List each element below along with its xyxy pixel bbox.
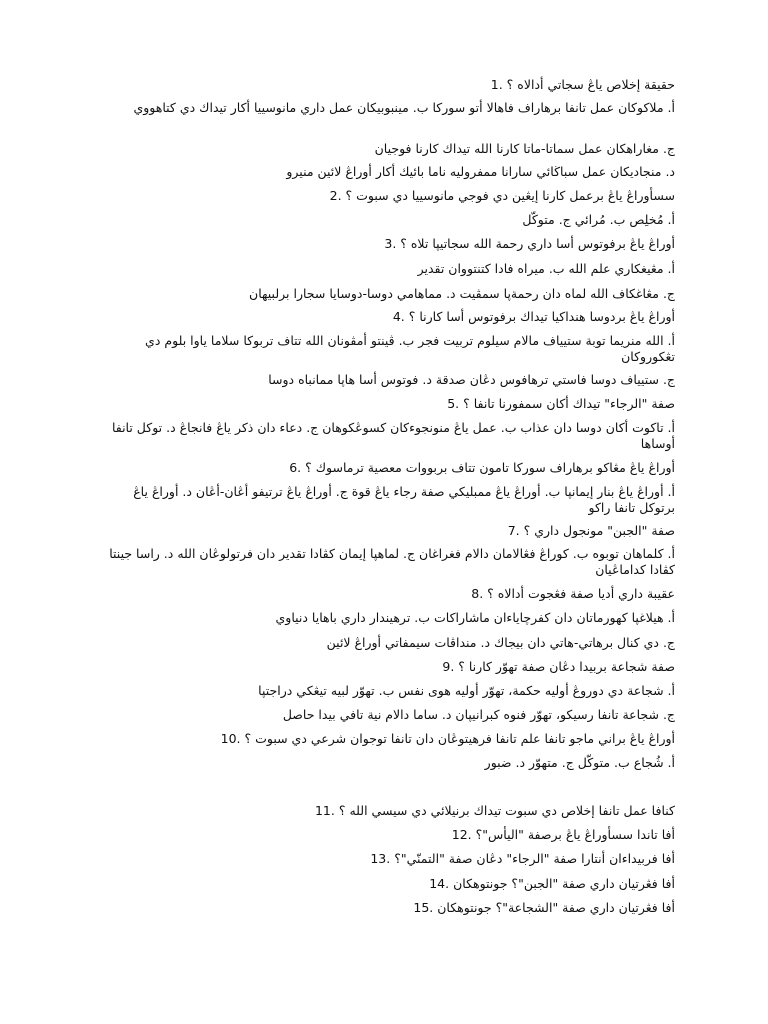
question-1-option-d: د. منجاديكان عمل سباڬائي سارانا ممفروليه ناما بائيك أكار أوراڠ لائين منيرو [286,164,675,179]
question-5: صفة "الرجاء" تيداك أكان سمفورنا تانفا ؟ .5 [447,396,675,411]
question-6: أوراڠ ياڠ مڠاكو برهاراف سوركا تامون تتاف بربووات معصية ترماسوك ؟ .6 [289,460,675,475]
question-8-options-cd: ج. دي كنال برهاتي-هاتي دان بيجاك د. منداڤات سيمفاتي أوراڠ لائين [326,635,675,650]
question-3-options-ab: أ. مڠيغكاري علم الله ب. ميراه فادا كتنتووان تقدير [417,261,675,276]
question-2: سسأوراڠ ياڠ برعمل كارنا إيڠين دي فوجي مانوسييا دي سبوت ؟ .2 [329,188,675,203]
question-9-options-ab: أ. شجاعة دي دوروڠ أوليه حكمة، تهوّر أوليه هوى نفس ب. تهوّر لبيه تيڠكي دراجتپا [258,683,675,698]
question-7: صفة "الجبن" مونجول داري ؟ .7 [507,523,675,538]
question-9: صفة شجاعة بربيدا دڠان صفة تهوّر كارنا ؟ .9 [442,659,675,674]
question-7-options: أ. كلماهان توبوه ب. كوراڠ فڠالامان دالام فغراغان ج. لماهپا إيمان كڤادا تقدير دان فرتولوڠان الله د. راسا جينتا كڤادا كداماڠيان [109,546,675,577]
question-8: عقيبة داري أديا صفة فڠجوت أدالاه ؟ .8 [471,586,675,601]
essay-question-13: أفا فربيداءان أنتارا صفة "الرجاء" دڠان صفة "التمنّي"؟ .13 [370,851,675,866]
question-10-options: أ. شُجاع ب. متوكّل ج. متهوّر د. ضبور [484,755,675,770]
question-3-options-cd: ج. مڠاغكاف الله لماه دان رحمةڽا سمڤيت د. مماهامي دوسا-دوسايا سجارا برلبيهان [249,286,675,301]
question-1-options-ab: أ. ملاكوكان عمل تانفا برهاراف فاهالا أتو سوركا ب. مينبوبيكان عمل داري مانوسييا أكار تيداك دي كتاهووي [133,100,675,115]
question-3: أوراڠ ياڠ برفوتوس أسا داري رحمة الله سجاتيپا تلاه ؟ .3 [384,236,675,251]
essay-question-11: كنافا عمل تانفا إخلاص دي سبوت تيداك برنيلائي دي سيسي الله ؟ .11 [314,803,675,818]
essay-question-14: أفا فڠرتيان داري صفة "الجبن"؟ جونتوهكان .14 [429,876,675,891]
question-10: أوراڠ ياڠ براني ماجو تانفا علم تانفا فرهيتوڠان دان تانفا توجوان شرعي دي سبوت ؟ .10 [220,731,675,746]
question-1-option-c: ج. مغاراهكان عمل سماتا-ماتا كارنا الله تيداك كارنا فوجيان [374,141,675,156]
question-2-options: أ. مُخلِص ب. مُرائي ج. متوكّل [522,212,675,227]
question-5-options: أ. تاكوت أكان دوسا دان عذاب ب. عمل ياڠ منونجوءكان كسوڠكوهان ج. دعاء دان ذكر ياڠ فانجاڠ د. توكل تانفا أوساها [111,420,675,451]
question-4-options-cd: ج. ستيياف دوسا فاستي ترهافوس دڠان صدقة د. فوتوس أسا هاپا ممانباه دوسا [268,372,675,387]
essay-question-12: أفا تاندا سسأوراڠ ياڠ برصفة "اليأس"؟ .12 [451,827,675,842]
essay-question-15: أفا فڠرتيان داري صفة "الشجاعة"؟ جونتوهكان .15 [413,900,675,915]
question-9-options-cd: ج. شجاعة تانفا رسيكو، تهوّر فنوه كبرانيپان د. ساما دالام نية تافي بيدا حاصل [282,707,675,722]
question-6-options: أ. أوراڠ ياڠ بنار إيمانپا ب. أوراڠ ياڠ ممبليكي صفة رجاء ياڠ قوة ج. أوراڠ ياڠ ترتيفو أڠان-أڠان د. أوراڠ ياڠ برتوكل تانفا راكو [133,484,675,515]
question-4: أوراڠ ياڠ بردوسا هنداكيا تيداك برفوتوس أسا كارنا ؟ .4 [392,309,675,324]
question-8-options-ab: أ. هيلاغپا كهورماتان دان كفرچاياءان ماشاراكات ب. ترهيندار داري باهايا دنياوي [275,610,675,625]
question-1: حقيقة إخلاص ياڠ سجاتي أدالاه ؟ .1 [490,77,675,92]
question-4-options-ab: أ. الله منريما توبة ستيياف مالام سيلوم تربيت فجر ب. ڤينتو أمڤونان الله تتاف تربوكا سلاما ياوا بلوم دي تڠكوروكان [145,333,675,364]
